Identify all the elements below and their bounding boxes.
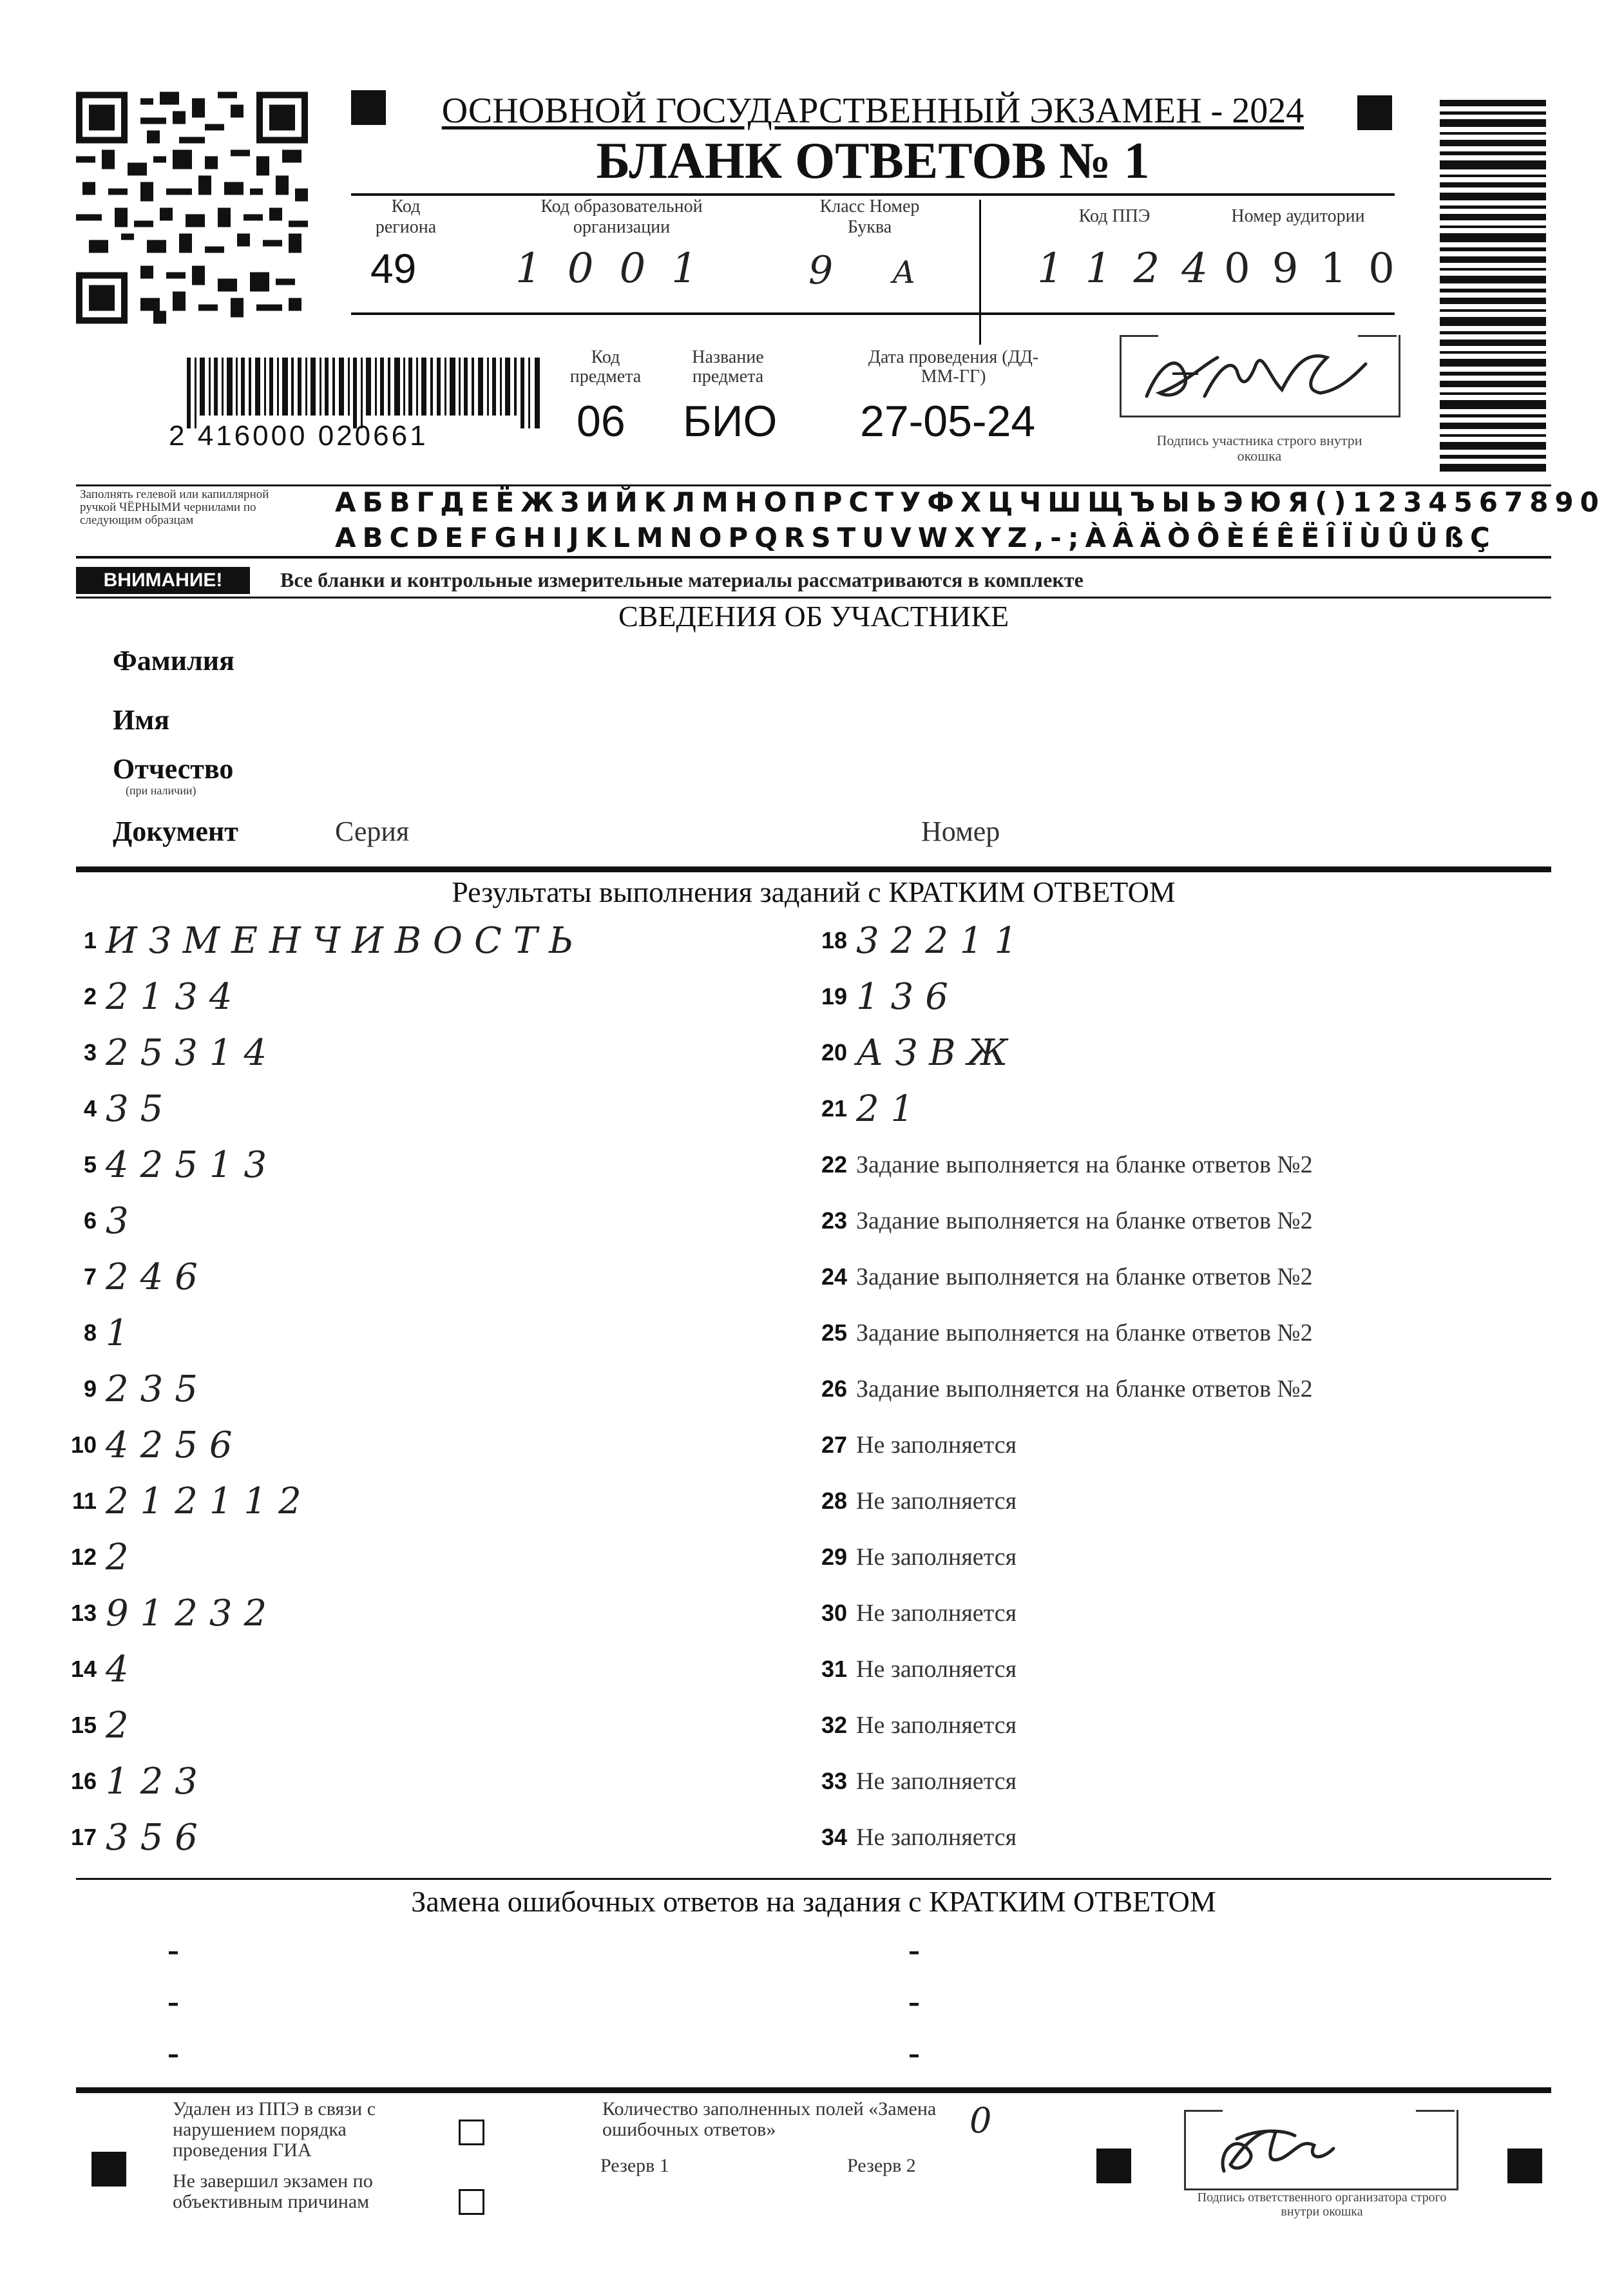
answer-note: Не заполняется — [856, 1656, 1017, 1683]
answer-value[interactable]: 1 — [106, 1312, 140, 1354]
answer-note: Задание выполняется на бланке ответов №2 — [856, 1263, 1313, 1290]
answer-row — [802, 1419, 1017, 1471]
exam-title: ОСНОВНОЙ ГОСУДАРСТВЕННЫЙ ЭКЗАМЕН - 2024 — [441, 91, 1304, 131]
class-letter: А — [892, 254, 928, 291]
answer-row — [52, 1699, 140, 1751]
results-section-title: Результаты выполнения заданий с КРАТКИМ ОТВЕТОМ — [452, 876, 1176, 908]
participant-signature-caption: Подпись участника строго внутри окошка — [1156, 432, 1362, 464]
reserve-1-label: Резерв 1 — [600, 2155, 669, 2176]
answer-row — [802, 1587, 1017, 1639]
answer-row — [802, 1083, 925, 1134]
answer-number: 2 — [83, 983, 97, 1010]
barcode-icon — [187, 358, 548, 428]
answer-row — [52, 915, 585, 966]
answer-value[interactable]: 2 — [106, 1704, 140, 1747]
answer-number: 29 — [821, 1544, 847, 1570]
timing-mark — [351, 90, 386, 125]
sample-row-latin: ABCDEFGHIJKLMNOPQRSTUVWXYZ,-;ÀÂÄÒÔÈÉÊËÎÏÙÛÜßÇ — [335, 522, 1496, 553]
answer-value[interactable]: 246 — [106, 1256, 209, 1298]
class-label: Класс Номер Буква — [819, 196, 920, 237]
participant-signature-icon — [1134, 338, 1379, 416]
answer-note: Не заполняется — [856, 1824, 1017, 1851]
answer-note: Не заполняется — [856, 1600, 1017, 1627]
answer-number: 9 — [83, 1375, 97, 1402]
timing-mark — [1357, 95, 1392, 130]
answer-row — [802, 1251, 1313, 1303]
official-signature-caption: Подпись ответственного организатора строго внутри окошка — [1197, 2190, 1447, 2219]
answer-number: 12 — [70, 1544, 97, 1570]
patronymic-label: Отчество — [113, 753, 234, 785]
answer-row — [52, 1587, 278, 1639]
attention-badge: ВНИМАНИЕ! — [76, 567, 250, 594]
answer-number: 30 — [821, 1600, 847, 1626]
answer-value[interactable]: 235 — [106, 1368, 209, 1410]
timing-mark — [1096, 2149, 1131, 2183]
timing-mark — [1507, 2149, 1542, 2183]
answer-value[interactable]: 2134 — [106, 975, 244, 1018]
ppe-label: Код ППЭ — [1078, 206, 1151, 226]
subject-name: БИО — [683, 397, 778, 446]
subject-name-label: Название предмета — [692, 347, 764, 387]
answer-row — [52, 1083, 175, 1134]
answer-number: 8 — [83, 1319, 97, 1346]
answer-note: Не заполняется — [856, 1544, 1017, 1571]
sample-instructions: Заполнять гелевой или капиллярной ручкой ЧЁРНЫМИ чернилами по следующим образцам — [80, 488, 269, 527]
answer-value[interactable]: 123 — [106, 1760, 209, 1803]
answer-row — [802, 1027, 1019, 1078]
answer-value[interactable]: 42513 — [106, 1144, 279, 1186]
answer-row — [802, 1756, 1017, 1807]
replacement-dash[interactable]: - — [908, 2033, 920, 2072]
answer-number: 33 — [821, 1768, 847, 1794]
exam-date-label: Дата проведения (ДД-ММ-ГГ) — [868, 347, 1039, 387]
answer-row — [52, 1363, 209, 1415]
reserve-2-label: Резерв 2 — [847, 2155, 916, 2176]
region-label: Код региона — [375, 196, 437, 237]
answer-number: 18 — [821, 927, 847, 953]
answer-row — [52, 1531, 140, 1583]
answer-row — [802, 1139, 1313, 1191]
answer-value[interactable]: 212112 — [106, 1480, 313, 1522]
exam-date: 27-05-24 — [860, 397, 1036, 446]
answer-number: 4 — [83, 1095, 97, 1122]
answer-number: 21 — [821, 1095, 847, 1122]
org-label: Код образовательной организации — [540, 196, 703, 237]
not-finished-label: Не завершил экзамен по объективным причинам — [173, 2170, 373, 2212]
answer-row — [52, 1195, 140, 1247]
answer-number: 34 — [821, 1824, 847, 1850]
participant-section-title: СВЕДЕНИЯ ОБ УЧАСТНИКЕ — [618, 600, 1009, 633]
answer-number: 6 — [83, 1207, 97, 1234]
answer-number: 11 — [72, 1488, 97, 1514]
subject-code: 06 — [577, 397, 626, 446]
answer-number: 32 — [821, 1712, 847, 1738]
answer-row — [52, 1027, 278, 1078]
replacement-count-label: Количество заполненных полей «Замена ошибочных ответов» — [602, 2098, 937, 2140]
answer-number: 23 — [821, 1207, 847, 1234]
removed-label: Удален из ППЭ в связи с нарушением порядка проведения ГИА — [173, 2098, 376, 2161]
document-label: Документ — [113, 816, 238, 847]
answer-row — [802, 971, 960, 1022]
answer-value[interactable]: 356 — [106, 1816, 209, 1859]
answer-row — [802, 1475, 1017, 1527]
answer-value[interactable]: 21 — [856, 1087, 926, 1130]
answer-row — [802, 1699, 1017, 1751]
barcode-digits: 2 416000 020661 — [169, 420, 428, 452]
answer-note: Не заполняется — [856, 1712, 1017, 1739]
answer-number: 27 — [821, 1431, 847, 1458]
answer-value[interactable]: 2 — [106, 1536, 140, 1578]
answer-row — [802, 1531, 1017, 1583]
answer-row — [52, 1812, 209, 1863]
side-barcode-icon — [1440, 100, 1546, 474]
answer-note: Задание выполняется на бланке ответов №2 — [856, 1319, 1313, 1346]
subject-code-label: Код предмета — [569, 347, 642, 387]
replacement-count-value: 0 — [970, 2100, 1004, 2141]
official-signature-icon — [1211, 2113, 1340, 2184]
answer-note: Задание выполняется на бланке ответов №2 — [856, 1375, 1313, 1402]
answer-value[interactable]: 35 — [106, 1087, 175, 1130]
answer-value[interactable]: 4 — [106, 1648, 140, 1690]
answer-number: 5 — [83, 1151, 97, 1178]
answer-number: 28 — [821, 1488, 847, 1514]
answer-number: 26 — [821, 1375, 847, 1402]
removed-checkbox[interactable] — [459, 2120, 484, 2145]
answer-note: Не заполняется — [856, 1488, 1017, 1515]
replacement-dash[interactable]: - — [908, 1930, 920, 1969]
answer-number: 10 — [70, 1431, 97, 1458]
answer-row — [52, 1756, 209, 1807]
answer-value[interactable]: ИЗМЕНЧИВОСТЬ — [106, 919, 585, 962]
answer-number: 7 — [83, 1263, 97, 1290]
document-series-label: Серия — [335, 816, 410, 847]
answer-row — [52, 971, 244, 1022]
answer-note: Задание выполняется на бланке ответов №2 — [856, 1151, 1313, 1178]
answer-note: Не заполняется — [856, 1768, 1017, 1795]
answer-value[interactable]: 25314 — [106, 1031, 279, 1074]
answer-row — [802, 1812, 1017, 1863]
replacement-section-title: Замена ошибочных ответов на задания с КРАТКИМ ОТВЕТОМ — [411, 1885, 1216, 1918]
form-title: БЛАНК ОТВЕТОВ № 1 — [596, 133, 1150, 189]
qr-code-icon — [76, 90, 308, 325]
answer-row — [52, 1419, 244, 1471]
answer-row — [802, 1307, 1313, 1359]
replacement-dash[interactable]: - — [908, 1982, 920, 2020]
attention-text: Все бланки и контрольные измерительные материалы рассматриваются в комплекте — [280, 568, 1084, 591]
answer-number: 16 — [70, 1768, 97, 1794]
answer-number: 3 — [83, 1039, 97, 1066]
answer-number: 15 — [70, 1712, 97, 1738]
answer-number: 20 — [821, 1039, 847, 1066]
surname-label: Фамилия — [113, 645, 234, 676]
replacement-dash[interactable]: - — [167, 2033, 179, 2072]
sample-row-cyrillic: АБВГДЕЁЖЗИЙКЛМНОПРСТУФХЦЧШЩЪЫЬЭЮЯ()1234567890 — [335, 486, 1605, 518]
answer-value[interactable]: АЗВЖ — [856, 1031, 1020, 1074]
answer-number: 22 — [821, 1151, 847, 1178]
answer-row — [52, 1307, 140, 1359]
replacement-dash[interactable]: - — [167, 1930, 179, 1969]
class-number: 9 — [808, 248, 845, 293]
answer-value[interactable]: 32211 — [856, 919, 1029, 962]
answer-row — [802, 1643, 1017, 1695]
name-label: Имя — [113, 704, 169, 736]
answer-value[interactable]: 91232 — [106, 1592, 279, 1634]
answer-row — [52, 1475, 313, 1527]
answer-number: 31 — [821, 1656, 847, 1682]
replacement-dash[interactable]: - — [167, 1982, 179, 2020]
org-code: 1001 — [515, 245, 723, 292]
answer-number: 14 — [70, 1656, 97, 1682]
region-code: 49 — [370, 245, 417, 292]
answer-number: 1 — [83, 927, 97, 953]
answer-note: Не заполняется — [856, 1431, 1017, 1459]
answer-value[interactable]: 136 — [856, 975, 960, 1018]
answer-value[interactable]: 3 — [106, 1200, 140, 1242]
answer-note: Задание выполняется на бланке ответов №2 — [856, 1207, 1313, 1234]
answer-row — [802, 1195, 1313, 1247]
room-code: 0910 — [1224, 245, 1417, 292]
room-label: Номер аудитории — [1231, 206, 1365, 226]
answer-row — [52, 1643, 140, 1695]
answer-number: 25 — [821, 1319, 847, 1346]
ppe-code: 1124 — [1037, 245, 1230, 292]
answer-row — [802, 915, 1029, 966]
answer-row — [802, 1363, 1313, 1415]
answer-value[interactable]: 4256 — [106, 1424, 244, 1466]
answer-number: 13 — [70, 1600, 97, 1626]
answer-number: 17 — [70, 1824, 97, 1850]
timing-mark — [91, 2152, 126, 2187]
answer-row — [52, 1251, 209, 1303]
answer-number: 24 — [821, 1263, 847, 1290]
answer-row — [52, 1139, 278, 1191]
patronymic-note: (при наличии) — [126, 784, 196, 797]
document-number-label: Номер — [921, 816, 1000, 847]
answer-number: 19 — [821, 983, 847, 1010]
not-finished-checkbox[interactable] — [459, 2189, 484, 2215]
